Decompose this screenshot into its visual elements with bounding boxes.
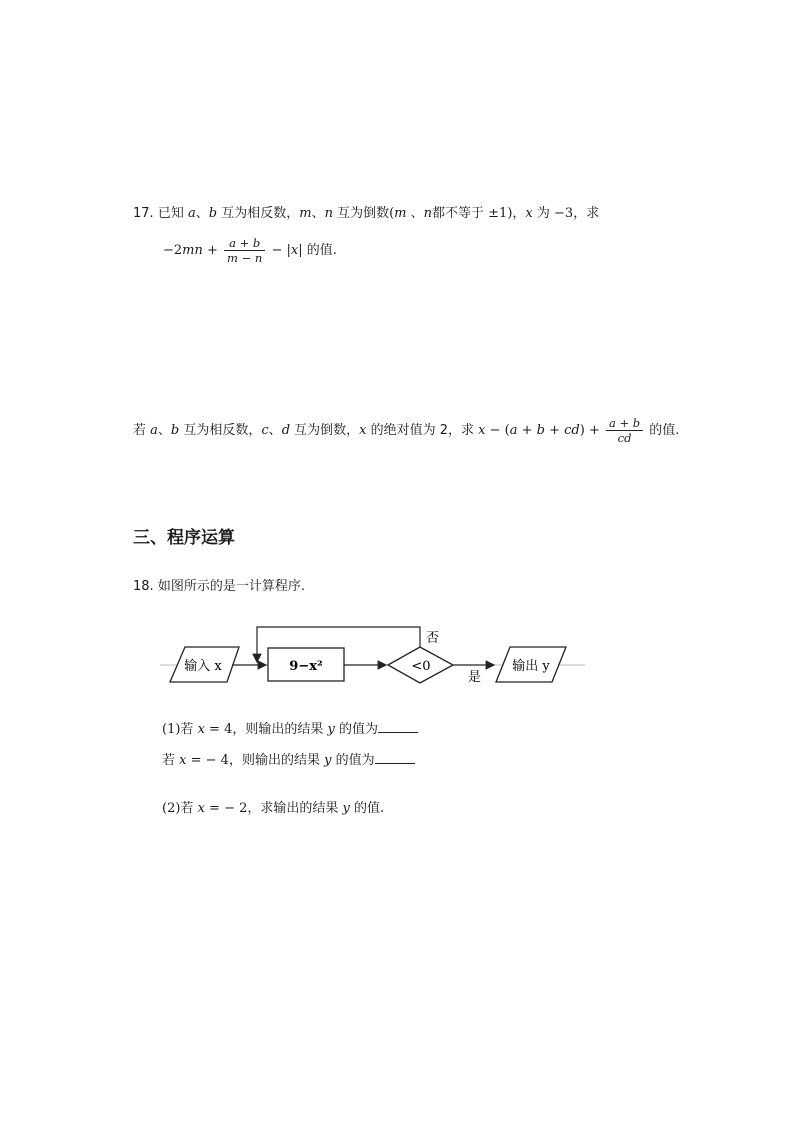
fraction: $\frac{a + b}{m - n}$	[224, 236, 265, 265]
question-18-part1b: 若 x = − 4，则输出的结果 y 的值为	[162, 751, 415, 770]
flowchart	[155, 615, 595, 695]
yes-label: 是	[468, 670, 482, 685]
section-heading: 三、程序运算	[133, 528, 235, 548]
process-label: 9−x²	[289, 659, 323, 674]
question-17-expression: −2mn + $\frac{a + b}{m - n}$ − |x| 的值.	[163, 236, 337, 265]
question-extra: 若 a、b 互为相反数，c、d 互为倒数，x 的绝对值为 2，求 x − (a + b + cd) + $\frac{a + b}{cd}$ 的值.	[133, 416, 680, 445]
input-label: 输入 x	[184, 659, 222, 674]
output-label: 输出 y	[512, 659, 550, 674]
question-17-line1: 17. 已知 a、b 互为相反数，m、n 互为倒数(m 、n都不等于 ±1)，x 为 −3，求	[133, 206, 600, 221]
answer-blank[interactable]	[375, 751, 415, 764]
answer-blank[interactable]	[378, 720, 418, 733]
question-number: 18.	[133, 579, 154, 594]
question-18-line1: 18. 如图所示的是一计算程序.	[133, 579, 305, 594]
question-18-part1: (1)若 x = 4，则输出的结果 y 的值为	[162, 720, 418, 739]
decision-label: <0	[411, 659, 431, 674]
no-label: 否	[426, 631, 440, 646]
question-18-part2: (2)若 x = − 2，求输出的结果 y 的值.	[162, 801, 385, 816]
question-number: 17.	[133, 206, 154, 221]
fraction: $\frac{a + b}{cd}$	[606, 416, 643, 445]
